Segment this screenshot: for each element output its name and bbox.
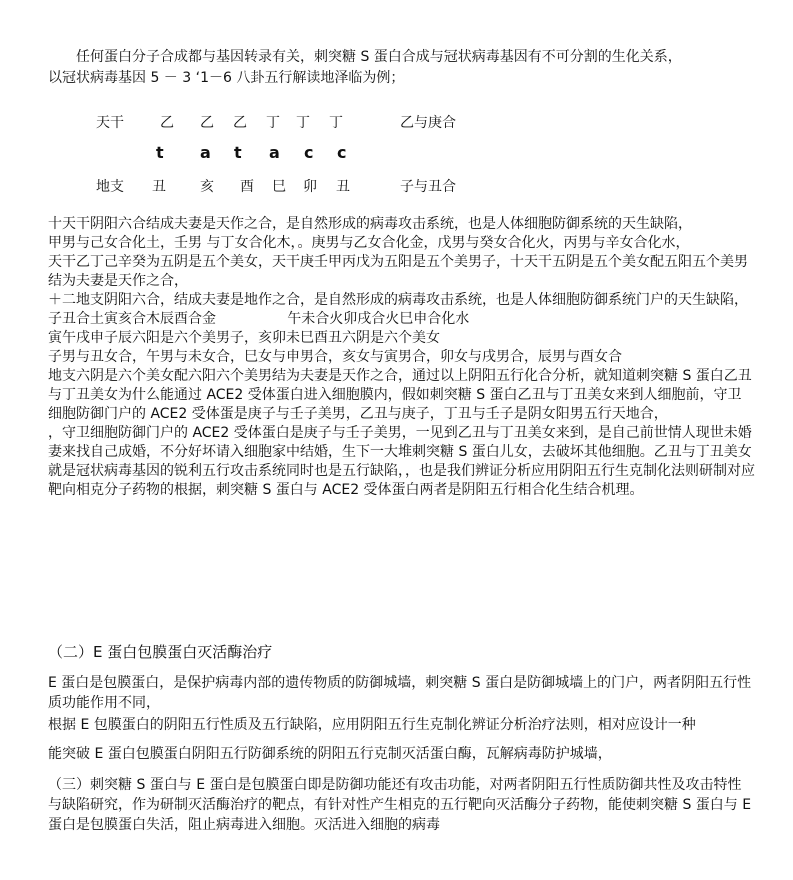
- intro-line-1: 任何蛋白分子合成都与基因转录有关，刺突糖 S 蛋白合成与冠状病毒基因有不可分割的生化关系，: [76, 49, 682, 65]
- stem-cell: 丁: [266, 115, 280, 131]
- branch-cell: 酉: [240, 179, 254, 195]
- branch-cell: 卯: [303, 179, 317, 195]
- section-3-body: （三）刺突糖 S 蛋白与 E 蛋白是包膜蛋白即是防御功能还有攻击功能，对两者阴阳五行性质防御共性及攻击特性与缺陷研究，作为研制灭活酶治疗的靶点，有针对性产生相克的五行靶向灭活酶分子药物，能使刺突糖 S 蛋白与 E 蛋白是包膜蛋白失活，阻止病毒进入细胞。灭活进入细胞的病毒: [48, 777, 752, 833]
- stem-cell: 丁: [296, 115, 310, 131]
- section-2-heading: （二）E 蛋白包膜蛋白灭活酶治疗: [48, 643, 273, 661]
- body-text: [48, 215, 755, 500]
- paragraph: 根据 E 包膜蛋白的阴阳五行性质及五行缺陷，应用阴阳五行生克制化辨证分析治疗法则，相对应设计一种: [48, 717, 696, 733]
- gene-cell: t: [156, 143, 164, 162]
- stem-cell: 乙: [160, 115, 174, 131]
- paragraph: 天干乙丁己辛癸为五阴是五个美女，天干庚壬甲丙戊为五阳是五个美男子，十天干五阴是五个美女配五阳五个美男结为夫妻是天作之合，: [48, 254, 748, 289]
- intro-paragraph: [48, 47, 755, 89]
- stem-cell: 乙: [200, 115, 214, 131]
- branch-cell: 丑: [152, 179, 166, 195]
- gene-cell: c: [337, 143, 347, 162]
- stem-row-label: 天干: [96, 115, 124, 131]
- gene-cell: a: [200, 143, 211, 162]
- stem-cell: 丁: [329, 115, 343, 131]
- paragraph: ＋二地支阴阳六合，结成夫妻是地作之合，是自然形成的病毒攻击系统，也是人体细胞防御系统门户的天生缺陷，: [48, 292, 748, 308]
- gene-cell: a: [269, 143, 280, 162]
- intro-line-2: 以冠状病毒基因 5 － 3 ‘1－6 八卦五行解读地泽临为例；: [48, 70, 405, 86]
- paragraph: ，守卫细胞防御门户的 ACE2 受体蛋白是庚子与壬子美男，一见到乙丑与丁丑美女来到，是自己前世情人现世未婚妻来找自己成婚，不分好坏请入细胞家中结婚，生下一大堆刺突糖 S 蛋白儿女，去破坏其他细胞。乙丑与丁丑美女就是冠状病毒基因的锐利五行攻击系统同时也是五行缺陷，，也是我们辨证分析应用阴阳五行生克制化法则研制对应靶向相克分子药物的根据，刺突糖 S 蛋白与 ACE2 受体蛋白两者是阴阳五行相合化生结合机理。: [48, 425, 755, 498]
- paragraph: 十天干阴阳六合结成夫妻是天作之合，是自然形成的病毒攻击系统，也是人体细胞防御系统的天生缺陷，: [48, 216, 692, 232]
- branch-cell: 巳: [272, 179, 286, 195]
- section-2-closing: 能突破 E 蛋白包膜蛋白阴阳五行防御系统的阴阳五行克制灭活蛋白酶，瓦解病毒防护城墙，: [48, 746, 612, 762]
- paragraph: 子丑合土寅亥合木辰酉合金 午未合火卯戌合火巳申合化水: [48, 311, 470, 327]
- paragraph: 寅午戌申子辰六阳是六个美男子，亥卯未巳酉丑六阴是六个美女: [48, 330, 440, 346]
- paragraph: 子男与丑女合，午男与未女合，巳女与申男合，亥女与寅男合，卯女与戌男合，辰男与酉女合: [48, 349, 622, 365]
- branch-cell: 亥: [200, 179, 214, 195]
- gene-cell: t: [234, 143, 242, 162]
- branch-cell: 丑: [336, 179, 350, 195]
- paragraph: 地支六阴是六个美女配六阳六个美男结为夫妻是天作之合，通过以上阴阳五行化合分析，就知道刺突糖 S 蛋白乙丑与丁丑美女为什么能通过 ACE2 受体蛋白进入细胞膜内，假如刺突糖 S 蛋白乙丑与丁丑美女来到人细胞前，守卫细胞防御门户的 ACE2 受体蛋是庚子与壬子美男，乙丑与庚子，丁丑与壬子是阴女阳男五行天地合，: [48, 368, 752, 422]
- paragraph: E 蛋白是包膜蛋白，是保护病毒内部的遗传物质的防御城墙，刺突糖 S 蛋白是防御城墙上的门户，两者阴阳五行性质功能作用不同，: [48, 675, 752, 711]
- gene-cell: c: [304, 143, 314, 162]
- section-2-body: [48, 673, 755, 735]
- paragraph: 甲男与己女合化土，壬男 与丁女合化木，。庚男与乙女合化金，戊男与癸女合化火，丙男与辛女合化水，: [48, 235, 690, 251]
- branch-row-note: 子与丑合: [400, 179, 456, 195]
- stem-row-note: 乙与庚合: [400, 115, 456, 131]
- stem-cell: 乙: [233, 115, 247, 131]
- branch-row-label: 地支: [96, 179, 124, 195]
